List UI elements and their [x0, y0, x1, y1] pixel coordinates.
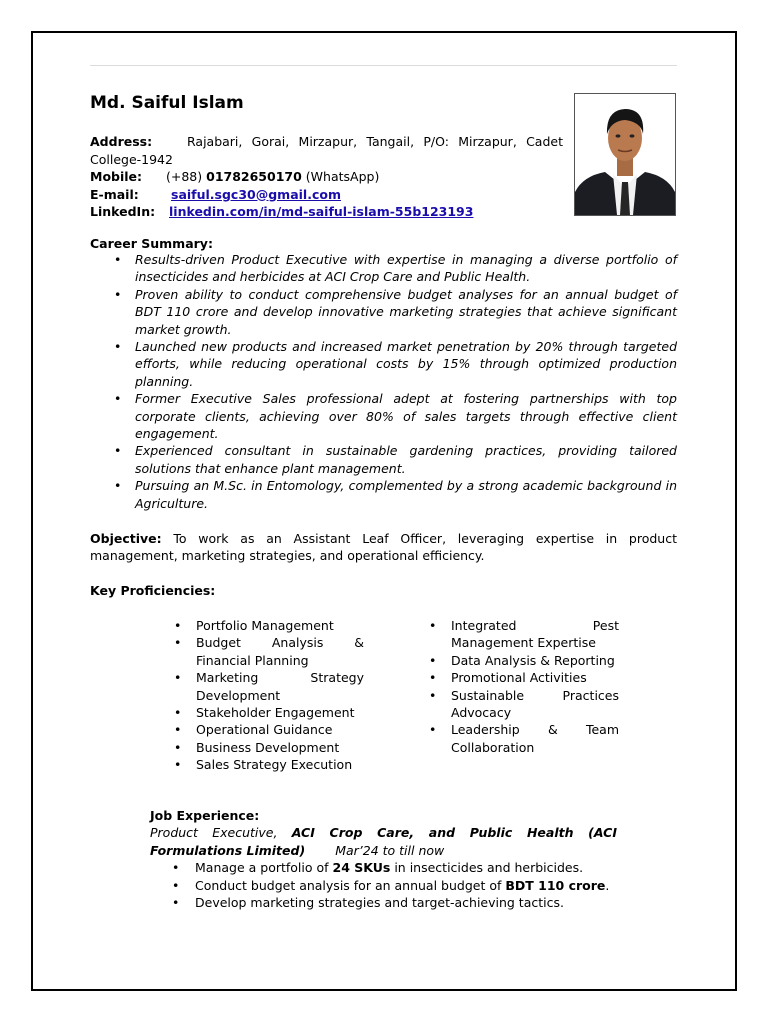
duty-text: in insecticides and herbicides. [394, 860, 584, 876]
address-line [90, 133, 563, 168]
list-item [150, 877, 617, 894]
duty-text: Conduct budget analysis for an annual budget of [195, 877, 502, 893]
proficiencies-right-column [429, 617, 619, 756]
linkedin-link[interactable]: linkedin.com/in/md-saiful-islam-55b123193 [169, 204, 474, 219]
mobile-suffix: (WhatsApp) [305, 169, 380, 184]
list-item: • Sustainable Practices Advocacy [429, 687, 619, 722]
job-experience-heading: Job Experience: [150, 808, 260, 823]
list-item: • Former Executive Sales professional adept at fostering partnerships with top corporate clients, achieving over 80% of sales targets through effective client engagement. [135, 390, 677, 442]
proficiencies-heading: Key Proficiencies: [90, 583, 216, 598]
list-item: • Integrated Pest Management Expertise [429, 617, 619, 652]
job-company: ACI Crop Care, and Public Health (ACI Formulations Limited) [150, 825, 617, 858]
list-item: • Portfolio Management [174, 617, 364, 634]
profile-photo [574, 93, 676, 216]
objective-text: To work as an Assistant Leaf Officer, leveraging expertise in product management, marketing strategies, and operational efficiency. [90, 531, 677, 564]
mobile-line [90, 168, 563, 186]
list-item: • Results-driven Product Executive with expertise in managing a diverse portfolio of insecticides and herbicides at ACI Crop Care and Public Health. [135, 251, 677, 286]
list-item: • Experienced consultant in sustainable gardening practices, providing tailored solutions that enhance plant management. [135, 442, 677, 477]
objective-label: Objective: [90, 531, 162, 546]
address-value: Rajabari, Gorai, Mirzapur, Tangail, P/O: Mirzapur, Cadet College-1942 [90, 134, 563, 167]
list-item: • Proven ability to conduct comprehensive budget analyses for an annual budget of BDT 110 crore and develop innovative marketing strategies that achieve significant market growth. [135, 286, 677, 338]
list-item: • Promotional Activities [429, 669, 619, 686]
list-item: • Data Analysis & Reporting [429, 652, 619, 669]
job-title-line [150, 824, 617, 859]
list-item: • Leadership & Team Collaboration [429, 721, 619, 756]
mobile-label: Mobile: [90, 169, 143, 184]
address-label: Address: [90, 134, 153, 149]
list-item: • Develop marketing strategies and target-achieving tactics. [150, 894, 617, 911]
list-item [150, 859, 617, 876]
job-experience-section [150, 807, 617, 911]
list-item: • Operational Guidance [174, 721, 364, 738]
proficiencies-left-column [174, 617, 364, 774]
career-summary-section [90, 236, 677, 512]
email-link[interactable]: saiful.sgc30@gmail.com [171, 186, 341, 202]
job-title: Product Executive, [150, 825, 278, 841]
list-item: • Marketing Strategy Development [174, 669, 364, 704]
candidate-name: Md. Saiful Islam [90, 93, 244, 113]
list-item: • Pursuing an M.Sc. in Entomology, complemented by a strong academic background in Agriculture. [135, 477, 677, 512]
list-item: • Business Development [174, 739, 364, 756]
duty-text: Manage a portfolio of [195, 860, 329, 876]
linkedin-line [90, 203, 563, 221]
list-item: • Budget Analysis & Financial Planning [174, 634, 364, 669]
job-period: Mar’24 to till now [335, 842, 445, 858]
email-label: E-mail: [90, 186, 139, 202]
list-item: • Sales Strategy Execution [174, 756, 364, 773]
list-item: • Stakeholder Engagement [174, 704, 364, 721]
header-divider [90, 65, 677, 66]
list-item: • Launched new products and increased market penetration by 20% through targeted efforts, while reducing operational costs by 15% through optimized production planning. [135, 338, 677, 390]
mobile-prefix: (+88) [166, 169, 203, 184]
email-line [90, 186, 563, 204]
career-summary-list [90, 251, 677, 512]
career-summary-heading: Career Summary: [90, 236, 213, 251]
linkedin-label: LinkedIn: [90, 204, 156, 219]
duty-text: . [605, 877, 610, 893]
duty-highlight: BDT 110 crore [505, 877, 606, 893]
objective-section [90, 530, 677, 565]
mobile-number: 01782650170 [206, 169, 302, 184]
contact-block [90, 133, 563, 221]
job-duties-list [150, 859, 617, 911]
duty-highlight: 24 SKUs [332, 860, 391, 876]
